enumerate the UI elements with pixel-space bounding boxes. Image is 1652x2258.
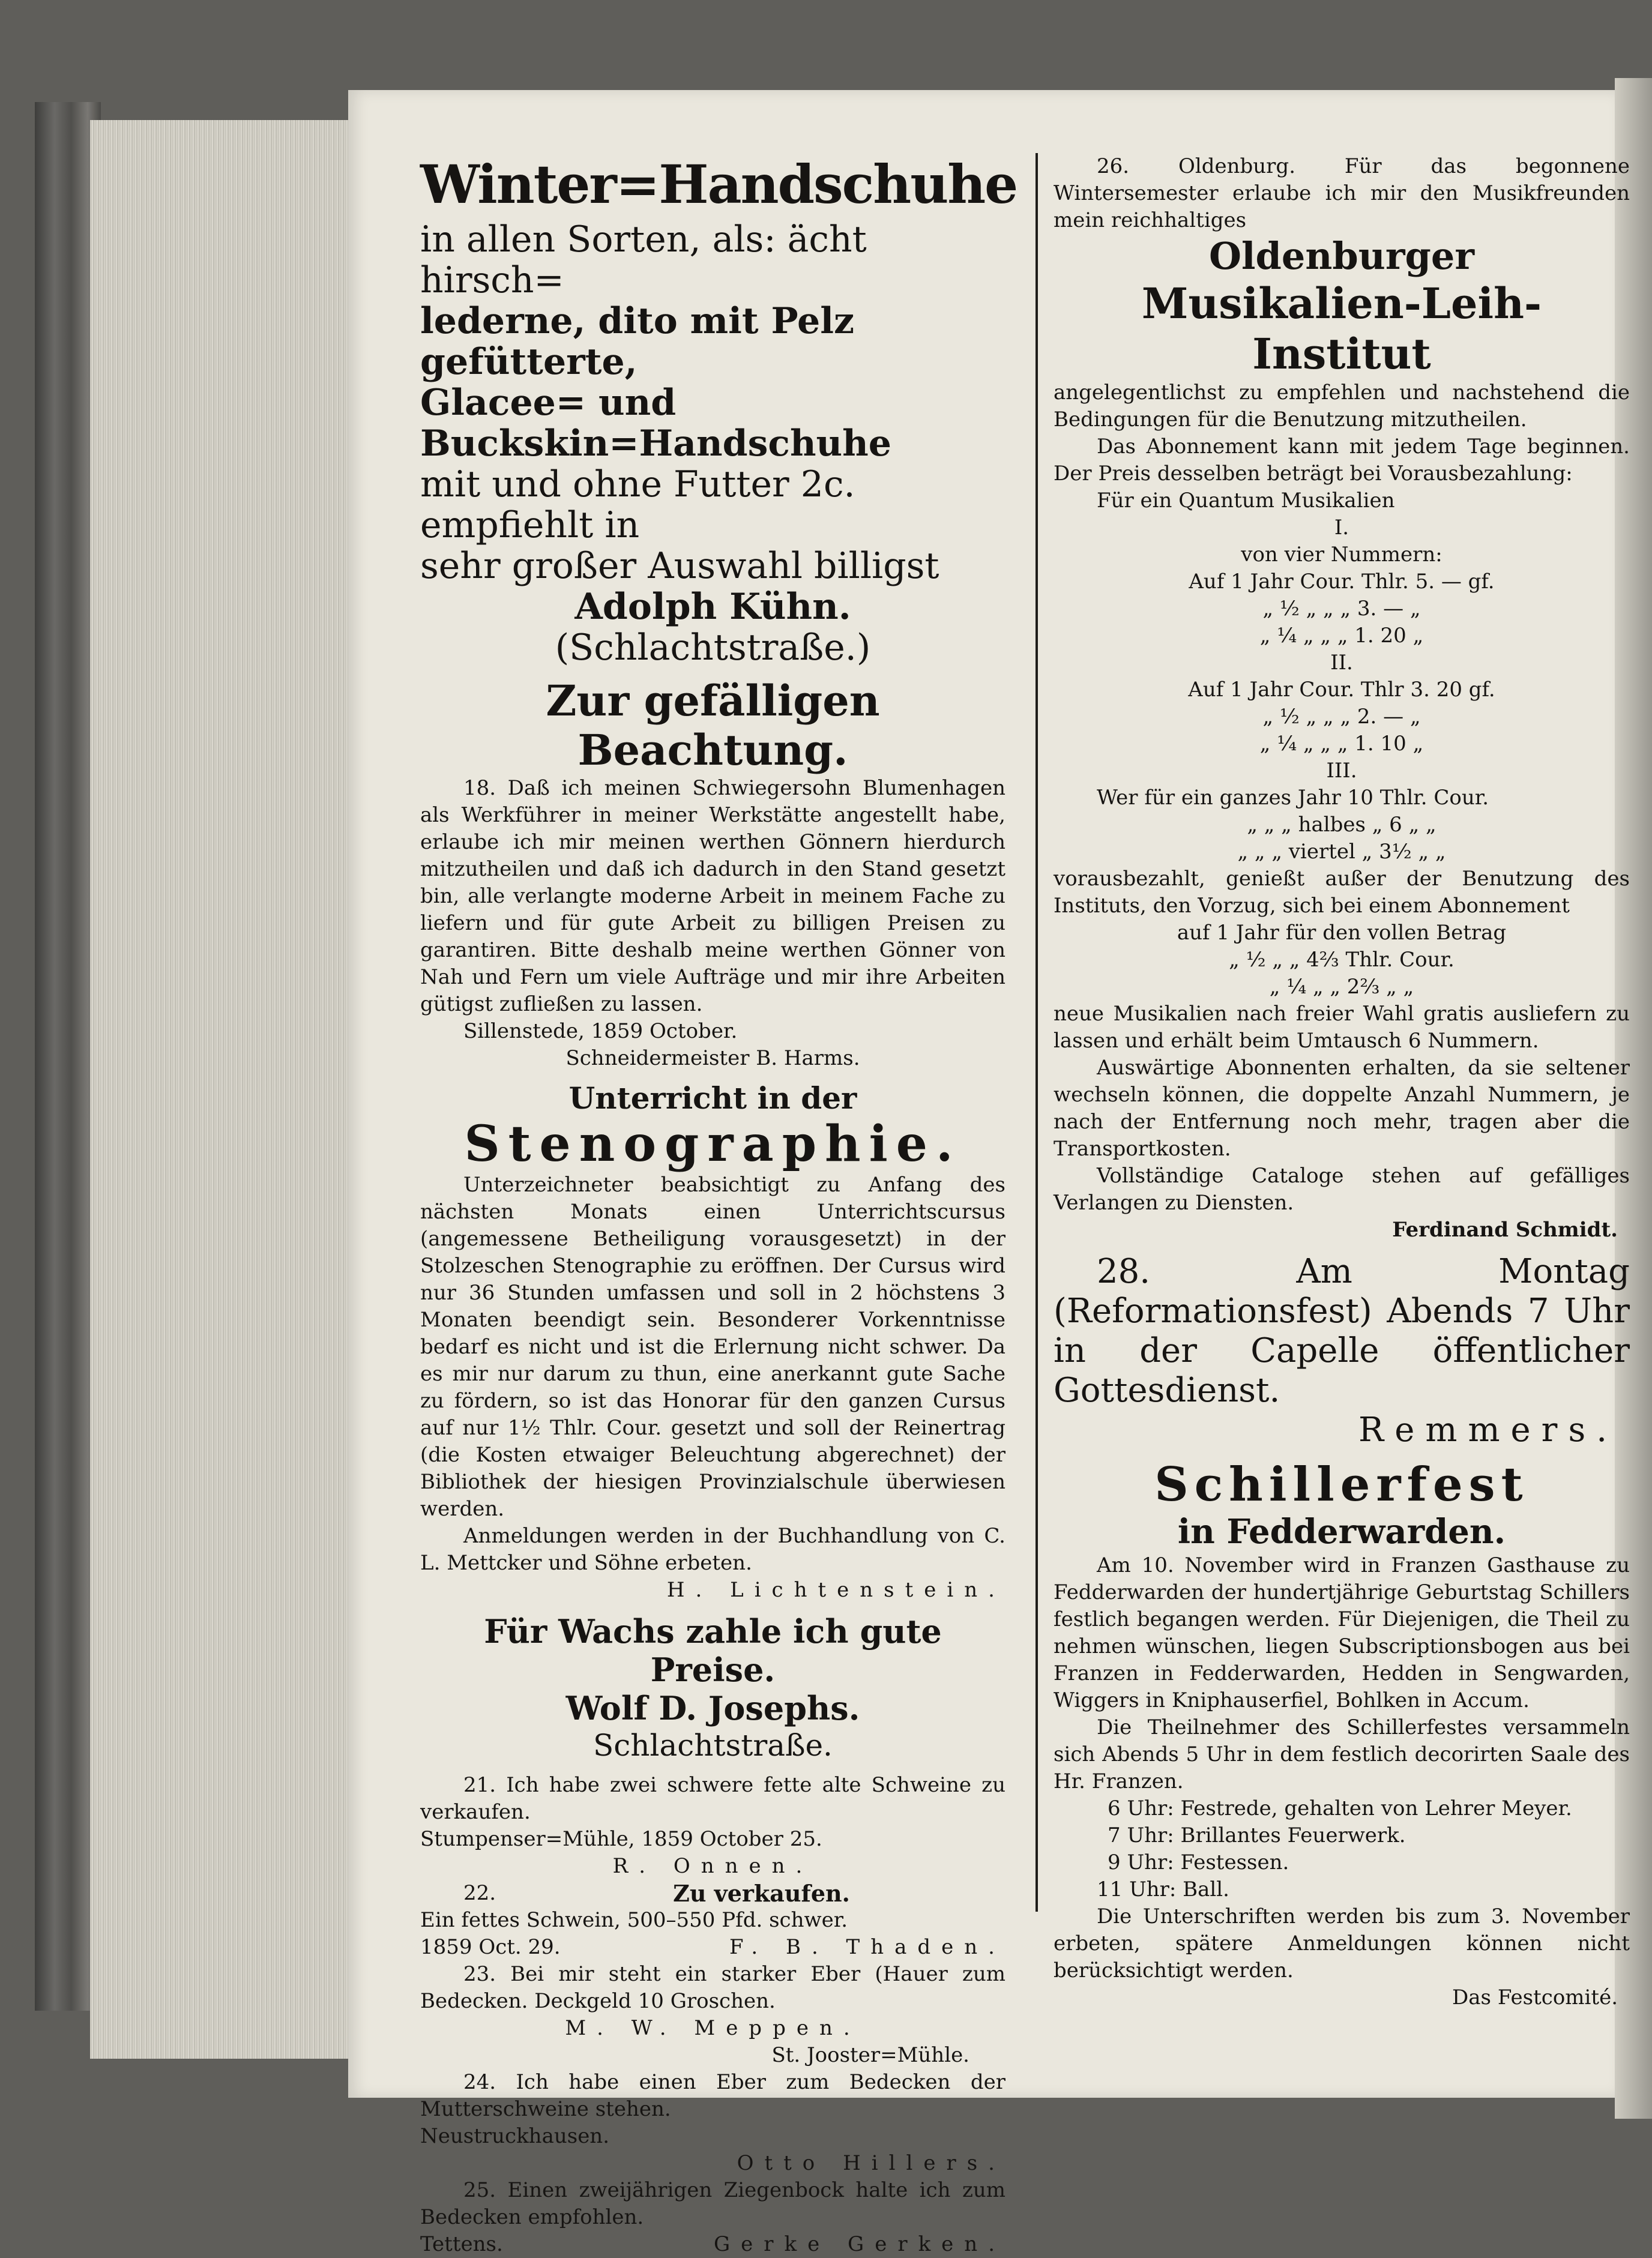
- ad-25: [420, 2177, 1005, 2258]
- sec1-row-3: „ ¼ „ „ „ 1. 20 „: [1259, 624, 1424, 648]
- winter-name: Adolph Kühn.: [574, 586, 851, 628]
- inst-title-1: Oldenburger: [1209, 234, 1474, 278]
- ad-stenographie: [420, 1080, 1005, 1604]
- fest-body: Am 10. November wird in Franzen Gasthause zu Fedderwarden der hundertjährige Geburtstag Schillers festlich begangen werden. Für Diejenigen, die Theil zu nehmen wünschen, liegen Subscriptionsbogen aus bei Franzen in Fedderwarden, Hedden in Sengwarden, Wiggers in Kniphauserfiel, Bohlken in Accum.: [1054, 1553, 1630, 1712]
- winter-body-4: mit und ohne Futter 2c. empfiehlt in: [420, 463, 855, 546]
- steno-title-2: Stenographie.: [464, 1115, 962, 1173]
- ad25-sign: Gerke Gerken.: [713, 2232, 1005, 2256]
- ad22-body: Ein fettes Schwein, 500–550 Pfd. schwer.: [420, 1908, 848, 1932]
- ad24-place: Neustruckhausen.: [420, 2124, 610, 2148]
- page-edges: [90, 120, 366, 2059]
- inst-ausw: Auswärtige Abonnenten erhalten, da sie seltener wechseln können, die doppelte Anzahl Nummern, je nach der Entfernung noch mehr, tragen aber die Transportkosten.: [1054, 1056, 1630, 1161]
- ad-28: [1054, 1252, 1630, 1450]
- fest-meet: Die Theilnehmer des Schillerfestes versammeln sich Abends 5 Uhr in dem festlich decorirten Saale des Hr. Franzen.: [1054, 1715, 1630, 1793]
- inst-cat: Vollständige Cataloge stehen auf gefälliges Verlangen zu Diensten.: [1054, 1164, 1630, 1215]
- fest-sign: Das Festcomité.: [1452, 1986, 1618, 2010]
- ad23-sign-1: M. W. Meppen.: [565, 2016, 861, 2040]
- inst-neue: neue Musikalien nach freier Wahl gratis ausliefern zu lassen und erhält beim Umtausch 6 Nummern.: [1054, 1002, 1630, 1053]
- ad-23: [420, 1961, 1005, 2069]
- inst-body: angelegentlichst zu empfehlen und nachstehend die Bedingungen für die Benutzung mitzutheilen.: [1054, 381, 1630, 432]
- ad24-body: 24. Ich habe einen Eber zum Bedecken der Mutterschweine stehen.: [420, 2070, 1005, 2121]
- inst-title-2: Musikalien-Leih-Institut: [1141, 278, 1542, 379]
- beachtung-sign: Schneidermeister B. Harms.: [565, 1046, 860, 1070]
- sec2-row-3: „ ¼ „ „ „ 1. 10 „: [1259, 732, 1424, 756]
- ad-22: [420, 1880, 1005, 1961]
- sec3-row-3: „ „ „ viertel „ 3½ „ „: [1237, 840, 1446, 864]
- ad23-body: 23. Bei mir steht ein starker Eber (Hauer zum Bedecken. Deckgeld 10 Groschen.: [420, 1962, 1005, 2013]
- beachtung-place: Sillenstede, 1859 October.: [463, 1019, 738, 1043]
- sec3-num: III.: [1326, 759, 1357, 783]
- fest-sub: Die Unterschriften werden bis zum 3. November erbeten, spätere Anmeldungen können nicht berücksichtigt werden.: [1054, 1904, 1630, 1983]
- left-column: [420, 153, 1017, 2258]
- winter-title: Winter=Handschuhe: [420, 153, 1017, 215]
- ad21-place: Stumpenser=Mühle, 1859 October 25.: [420, 1827, 822, 1851]
- beachtung-body: 18. Daß ich meinen Schwiegersohn Blumenhagen als Werkführer in meiner Werkstätte angestellt habe, erlaube ich mir meinen werthen Gönnern hierdurch mitzutheilen und daß ich dadurch in den Stand gesetzt bin, alle verlangte moderne Arbeit in meinem Fache zu liefern und für gute Arbeit zu billigen Preisen zu garantiren. Bitte deshalb meine werthen Gönner von Nah und Fern um viele Aufträge und mir ihre Arbeiten gütigst zufließen zu lassen.: [420, 776, 1005, 1016]
- sec2-row-2: „ ½ „ „ „ 2. — „: [1262, 705, 1421, 729]
- inst-abo-row-1: auf 1 Jahr für den vollen Betrag: [1177, 921, 1507, 945]
- ad28-sign: Remmers.: [1358, 1410, 1618, 1450]
- ad-wachs: [420, 1612, 1005, 1763]
- inst-vor: vorausbezahlt, genießt außer der Benutzung des Instituts, den Vorzug, sich bei einem Abonnement: [1054, 867, 1630, 918]
- ad23-sign-2: St. Jooster=Mühle.: [771, 2043, 969, 2067]
- sec3-row-1: Wer für ein ganzes Jahr 10 Thlr. Cour.: [1097, 786, 1489, 810]
- sec1-row-2: „ ½ „ „ „ 3. — „: [1262, 597, 1421, 621]
- ad-winter-gloves: [420, 153, 1017, 669]
- ad25-place: Tettens.: [420, 2232, 503, 2256]
- ad28-body: 28. Am Montag (Reformationsfest) Abends 7 Uhr in der Capelle öffentlicher Gottesdienst.: [1054, 1252, 1630, 1410]
- winter-body-3: Glacee= und Buckskin=Handschuhe: [420, 382, 891, 465]
- wachs-title: Für Wachs zahle ich gute Preise.: [484, 1612, 942, 1689]
- winter-street: (Schlachtstraße.): [555, 627, 871, 669]
- steno-sign: H. Lichtenstein.: [666, 1578, 1005, 1602]
- fest-prog-1: 6 Uhr: Festrede, gehalten von Lehrer Meyer.: [1108, 1796, 1572, 1820]
- fest-prog-2: 7 Uhr: Brillantes Feuerwerk.: [1108, 1823, 1406, 1847]
- sec2-num: II.: [1330, 651, 1353, 675]
- sec1-num: I.: [1334, 516, 1349, 540]
- inst-abo-row-2: „ ½ „ „ 4⅔ Thlr. Cour.: [1229, 948, 1455, 972]
- right-column: [1054, 153, 1630, 2011]
- inst-abo: Das Abonnement kann mit jedem Tage beginnen. Der Preis desselben beträgt bei Vorausbezahlung:: [1054, 435, 1630, 486]
- inst-abo-row-3: „ ¼ „ „ 2⅔ „ „: [1269, 975, 1414, 999]
- ad21-sign: R. Onnen.: [612, 1854, 813, 1878]
- fest-prog-3: 9 Uhr: Festessen.: [1108, 1850, 1289, 1874]
- ad-24: [420, 2069, 1005, 2177]
- winter-body-2: lederne, dito mit Pelz gefütterte,: [420, 300, 855, 383]
- ad25-body: 25. Einen zweijährigen Ziegenbock halte ich zum Bedecken empfohlen.: [420, 2178, 1005, 2229]
- ad-schillerfest: [1054, 1459, 1630, 2011]
- ad-26-musikalien: [1054, 153, 1630, 1244]
- fest-title-1: Schillerfest: [1154, 1457, 1529, 1512]
- wachs-street: Schlachtstraße.: [593, 1728, 833, 1763]
- fest-prog-4: 11 Uhr: Ball.: [1097, 1877, 1229, 1901]
- inst-quant: Für ein Quantum Musikalien: [1097, 489, 1395, 513]
- ad22-sign: F. B. Thaden.: [729, 1935, 1005, 1959]
- inst-sign: Ferdinand Schmidt.: [1392, 1218, 1618, 1242]
- sec3-row-2: „ „ „ halbes „ 6 „ „: [1247, 813, 1436, 837]
- ad21-body: 21. Ich habe zwei schwere fette alte Schweine zu verkaufen.: [420, 1773, 1005, 1824]
- column-divider: [1036, 153, 1038, 1912]
- ad-21: [420, 1772, 1005, 1880]
- ad24-sign: Otto Hillers.: [737, 2151, 1005, 2175]
- sec2-row-1: Auf 1 Jahr Cour. Thlr 3. 20 gf.: [1188, 678, 1495, 702]
- ad22-num: 22.: [463, 1881, 496, 1905]
- ad22-line: 1859 Oct. 29.: [420, 1935, 561, 1959]
- fest-title-2: in Fedderwarden.: [1177, 1512, 1506, 1552]
- ad22-title: Zu verkaufen.: [673, 1880, 850, 1907]
- winter-body-5: sehr großer Auswahl billigst: [420, 545, 939, 587]
- steno-body: Unterzeichneter beabsichtigt zu Anfang des nächsten Monats einen Unterrichtscursus (angemessene Betheiligung vorausgesetzt) in der Stolzeschen Stenographie zu eröffnen. Der Cursus wird nur 36 Stunden umfassen und soll in 2 höchstens 3 Monaten beendigt sein. Besonderer Vorkenntnisse bedarf es nicht und ist die Erlernung nicht schwer. Da es mir nur darum zu thun, eine anerkannt gute Sache zu fördern, so ist das Honorar für den ganzen Cursus auf nur 1½ Thlr. Cour. gesetzt und soll der Reinertrag (die Kosten etwaiger Beleuchtung abgerechnet) der Bibliothek der hiesigen Provinzialschule überwiesen werden.: [420, 1173, 1005, 1521]
- sec1-head: von vier Nummern:: [1241, 543, 1442, 567]
- winter-body-1: in allen Sorten, als: ächt hirsch=: [420, 218, 867, 301]
- ad26-intro: 26. Oldenburg. Für das begonnene Wintersemester erlaube ich mir den Musikfreunden mein reichhaltiges: [1054, 154, 1630, 232]
- beachtung-title: Zur gefälligen Beachtung.: [546, 676, 880, 775]
- steno-note: Anmeldungen werden in der Buchhandlung von C. L. Mettcker und Söhne erbeten.: [420, 1524, 1005, 1575]
- wachs-name: Wolf D. Josephs.: [565, 1689, 860, 1727]
- sec1-row-1: Auf 1 Jahr Cour. Thlr. 5. — gf.: [1189, 570, 1495, 594]
- steno-title-1: Unterricht in der: [568, 1080, 857, 1116]
- ad-beachtung: [420, 676, 1005, 1072]
